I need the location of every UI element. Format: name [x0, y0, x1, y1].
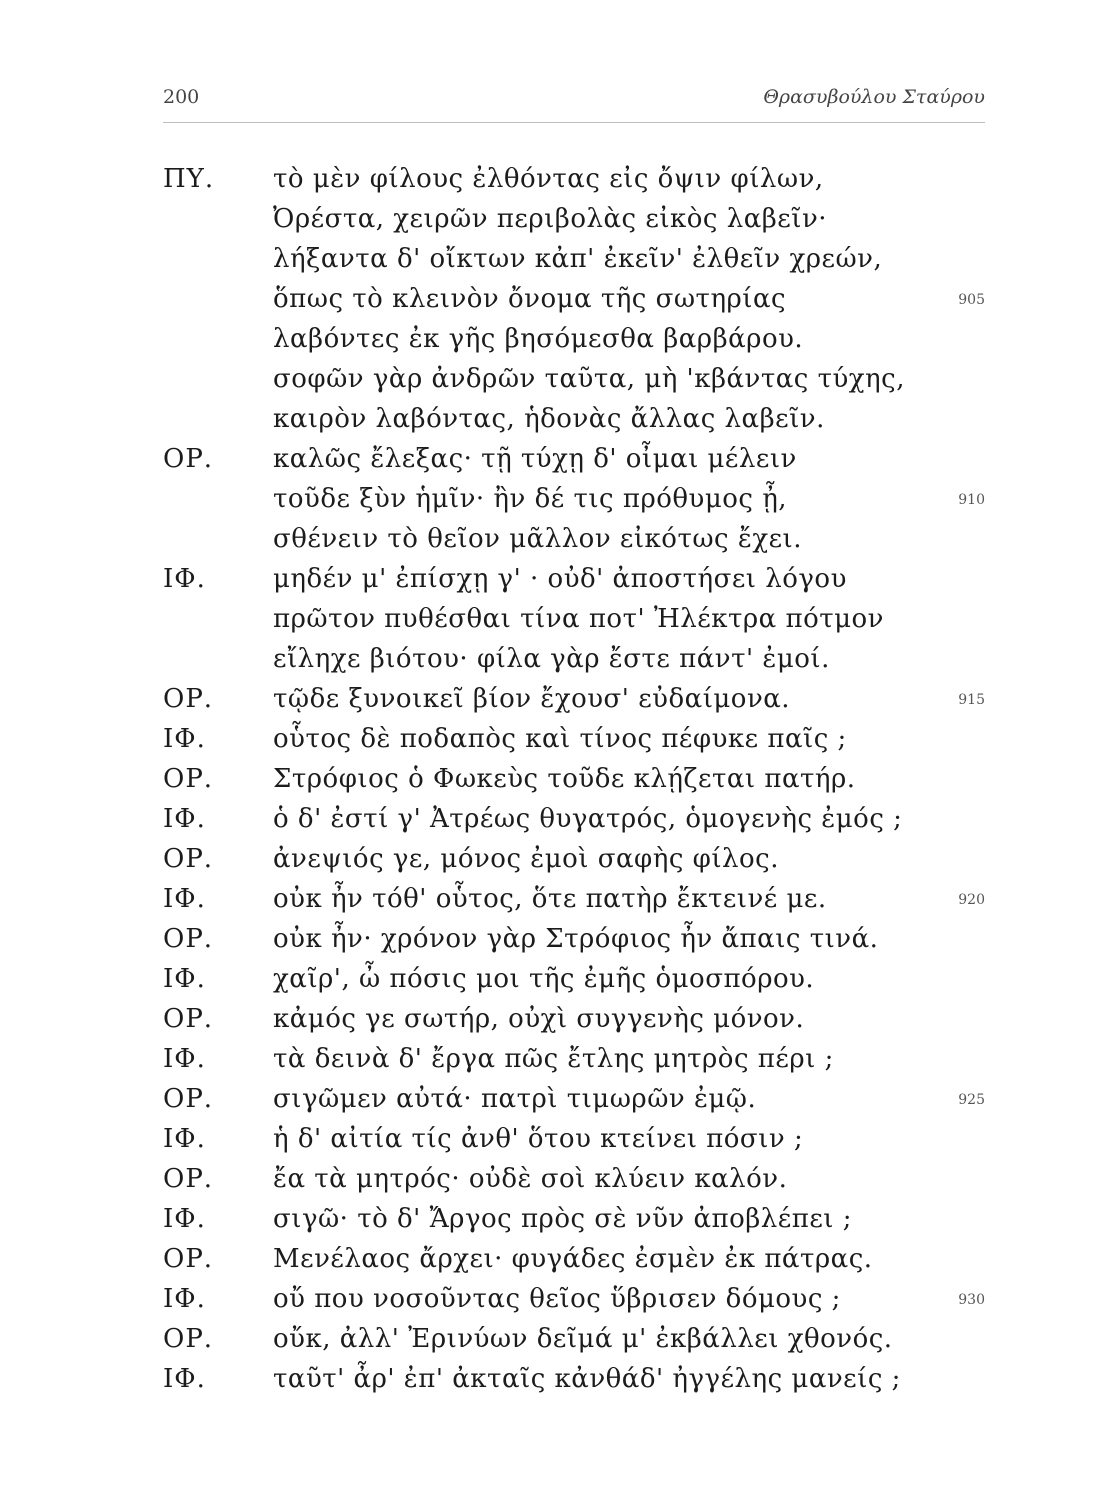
verse-line — [163, 802, 985, 842]
verse-text: κἀμός γε σωτήρ, οὐχὶ συγγενὴς μόνον. — [273, 1004, 805, 1034]
speaker-label: ΟΡ. — [163, 1084, 214, 1114]
speaker-label: ΙΦ. — [163, 564, 206, 594]
verse-text: εἴληχε βιότου· φίλα γὰρ ἔστε πάντ' ἐμοί. — [273, 644, 830, 674]
speaker-label: ΟΡ. — [163, 1324, 214, 1354]
verse-line — [163, 482, 985, 522]
speaker-label: ΙΦ. — [163, 1284, 206, 1314]
speaker-label: ΙΦ. — [163, 724, 206, 754]
verse-text: ἡ δ' αἰτία τίς ἀνθ' ὅτου κτείνει πόσιν ; — [273, 1124, 804, 1154]
verse-line — [163, 882, 985, 922]
speaker-label: ΟΡ. — [163, 1004, 214, 1034]
verse-line — [163, 1202, 985, 1242]
verse-text: τοῦδε ξὺν ἡμῖν· ἢν δέ τις πρόθυμος ᾖ, — [273, 484, 788, 514]
verse-line — [163, 1282, 985, 1322]
verse-text: λήξαντα δ' οἴκτων κἀπ' ἐκεῖν' ἐλθεῖν χρεών, — [273, 244, 883, 274]
verse-line — [163, 762, 985, 802]
verse-line — [163, 242, 985, 282]
speaker-label: ΙΦ. — [163, 1204, 206, 1234]
line-number: 910 — [958, 492, 985, 508]
verse-text: χαῖρ', ὦ πόσις μοι τῆς ἐμῆς ὁμοσπόρου. — [273, 964, 815, 994]
verse-text: Μενέλαος ἄρχει· φυγάδες ἐσμὲν ἐκ πάτρας. — [273, 1244, 873, 1274]
speaker-label: ΟΡ. — [163, 1164, 214, 1194]
verse-line — [163, 1082, 985, 1122]
verse-text: ἀνεψιός γε, μόνος ἐμοὶ σαφὴς φίλος. — [273, 844, 780, 874]
verse-line — [163, 162, 985, 202]
verse-line — [163, 202, 985, 242]
verse-line — [163, 962, 985, 1002]
speaker-label: ΙΦ. — [163, 1124, 206, 1154]
verse-text: τῷδε ξυνοικεῖ βίον ἔχουσ' εὐδαίμονα. — [273, 684, 791, 714]
verse-text: ταῦτ' ἆρ' ἐπ' ἀκταῖς κἀνθάδ' ἠγγέλης μανείς ; — [273, 1364, 901, 1394]
verse-text: σθένειν τὸ θεῖον μᾶλλον εἰκότως ἔχει. — [273, 524, 803, 554]
speaker-label: ΙΦ. — [163, 1364, 206, 1394]
verse-block — [163, 162, 985, 1402]
speaker-label: ΟΡ. — [163, 444, 214, 474]
verse-line — [163, 562, 985, 602]
verse-text: σιγῶμεν αὐτά· πατρὶ τιμωρῶν ἐμῷ. — [273, 1084, 757, 1114]
line-number: 930 — [958, 1292, 985, 1308]
speaker-label: ΟΡ. — [163, 684, 214, 714]
verse-text: οὔ που νοσοῦντας θεῖος ὕβρισεν δόμους ; — [273, 1284, 841, 1314]
speaker-label: ΟΡ. — [163, 1244, 214, 1274]
verse-text: ὁ δ' ἐστί γ' Ἀτρέως θυγατρός, ὁμογενὴς ἐμός ; — [273, 804, 903, 834]
verse-line — [163, 1162, 985, 1202]
verse-line — [163, 1122, 985, 1162]
speaker-label: ΟΡ. — [163, 924, 214, 954]
verse-text: λαβόντες ἐκ γῆς βησόμεσθα βαρβάρου. — [273, 324, 804, 354]
verse-text: καλῶς ἔλεξας· τῇ τύχῃ δ' οἶμαι μέλειν — [273, 444, 797, 474]
verse-text: οὐκ ἦν τόθ' οὗτος, ὅτε πατὴρ ἔκτεινέ με. — [273, 884, 827, 914]
verse-line — [163, 1322, 985, 1362]
verse-text: Στρόφιος ὁ Φωκεὺς τοῦδε κλῄζεται πατήρ. — [273, 764, 856, 794]
speaker-label: ΙΦ. — [163, 884, 206, 914]
speaker-label: ΙΦ. — [163, 964, 206, 994]
verse-line — [163, 362, 985, 402]
verse-line — [163, 642, 985, 682]
page-header — [163, 82, 985, 123]
speaker-label: ΙΦ. — [163, 1044, 206, 1074]
verse-line — [163, 1042, 985, 1082]
verse-text: ὅπως τὸ κλεινὸν ὄνομα τῆς σωτηρίας — [273, 284, 787, 314]
speaker-label: ΟΡ. — [163, 764, 214, 794]
verse-line — [163, 842, 985, 882]
verse-text: πρῶτον πυθέσθαι τίνα ποτ' Ἠλέκτρα πότμον — [273, 604, 884, 634]
verse-text: οὗτος δὲ ποδαπὸς καὶ τίνος πέφυκε παῖς ; — [273, 724, 847, 754]
verse-text: οὐκ ἦν· χρόνον γὰρ Στρόφιος ἦν ἄπαις τινά. — [273, 924, 879, 954]
verse-text: σοφῶν γὰρ ἀνδρῶν ταῦτα, μὴ 'κβάντας τύχης, — [273, 364, 905, 394]
verse-text: σιγῶ· τὸ δ' Ἄργος πρὸς σὲ νῦν ἀποβλέπει ; — [273, 1204, 853, 1234]
line-number: 905 — [958, 292, 985, 308]
verse-text: οὔκ, ἀλλ' Ἐρινύων δεῖμά μ' ἐκβάλλει χθονός. — [273, 1324, 893, 1354]
speaker-label: ΠΥ. — [163, 164, 215, 194]
verse-line — [163, 1242, 985, 1282]
line-number: 920 — [958, 892, 985, 908]
verse-text: καιρὸν λαβόντας, ἡδονὰς ἄλλας λαβεῖν. — [273, 404, 825, 434]
verse-line — [163, 522, 985, 562]
speaker-label: ΙΦ. — [163, 804, 206, 834]
line-number: 915 — [958, 692, 985, 708]
verse-line — [163, 322, 985, 362]
verse-text: τὰ δεινὰ δ' ἔργα πῶς ἔτλης μητρὸς πέρι ; — [273, 1044, 834, 1074]
verse-text: τὸ μὲν φίλους ἐλθόντας εἰς ὄψιν φίλων, — [273, 164, 824, 194]
verse-text: ἔα τὰ μητρός· οὐδὲ σοὶ κλύειν καλόν. — [273, 1164, 788, 1194]
line-number: 925 — [958, 1092, 985, 1108]
verse-text: Ὀρέστα, χειρῶν περιβολὰς εἰκὸς λαβεῖν· — [273, 204, 828, 234]
verse-line — [163, 402, 985, 442]
verse-text: μηδέν μ' ἐπίσχῃ γ' · οὐδ' ἀποστήσει λόγου — [273, 564, 847, 594]
verse-line — [163, 682, 985, 722]
verse-line — [163, 442, 985, 482]
page-number: 200 — [163, 86, 200, 108]
verse-line — [163, 722, 985, 762]
verse-line — [163, 1362, 985, 1402]
verse-line — [163, 922, 985, 962]
verse-line — [163, 602, 985, 642]
running-head: Θρασυβούλου Σταύρου — [763, 86, 985, 108]
speaker-label: ΟΡ. — [163, 844, 214, 874]
verse-line — [163, 282, 985, 322]
verse-line — [163, 1002, 985, 1042]
